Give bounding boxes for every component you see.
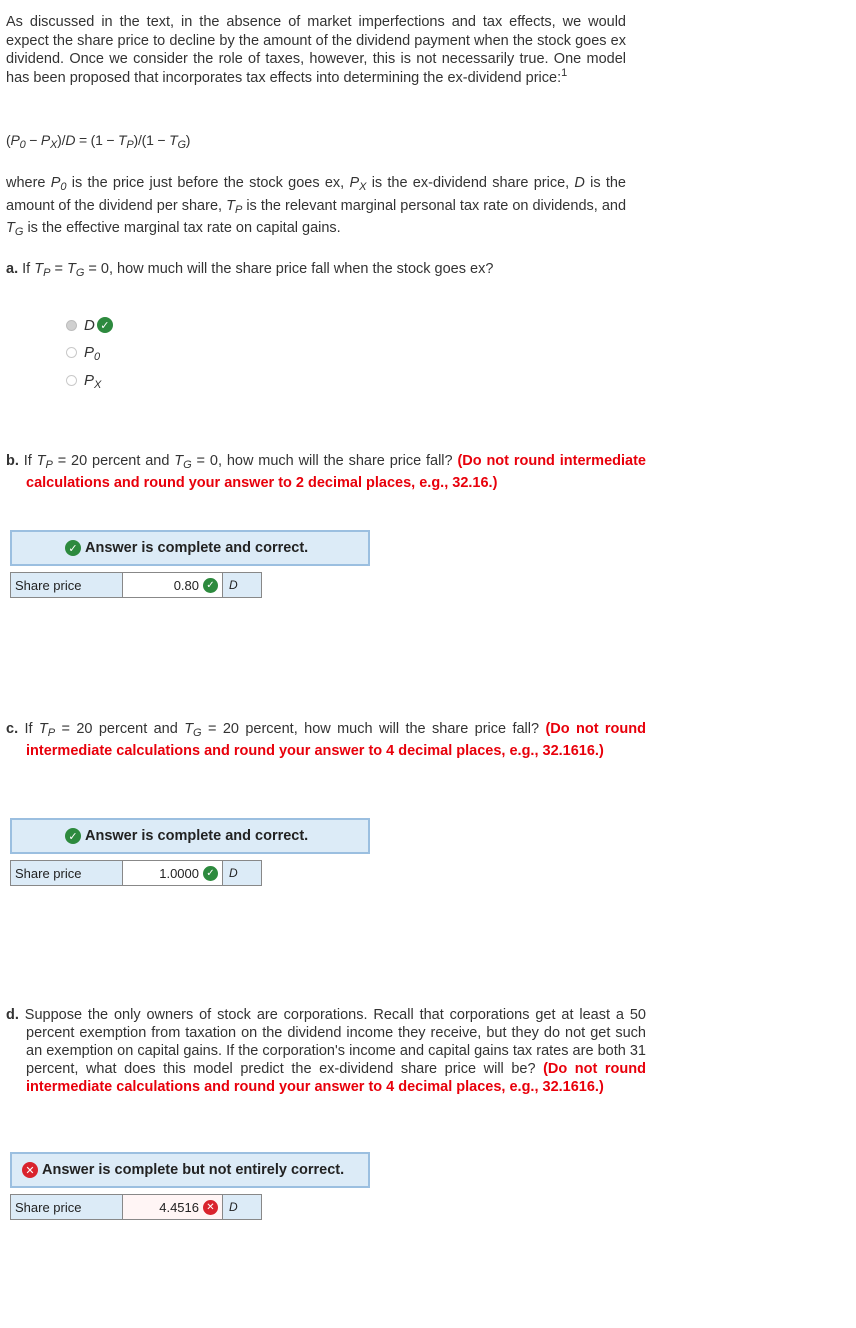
answer-input[interactable]: 4.4516 ✕ bbox=[122, 1194, 222, 1220]
question-b: b. If $T_P = 20$ percent and $T_G = 0$, how much will the share price fall? (Do not round intermediate calculations and round your answer to 2 decimal places, e.g., 32.16.) bbox=[6, 453, 646, 491]
variable-definitions: where $P_0$ is the price just before the stock goes ex, $P_X$ is the ex-dividend share price, D is the amount of the dividend per share, $T_P$ is the relevant marginal personal tax rate on dividends, and $T_G$ is the effective marginal tax rate on capital gains. bbox=[6, 175, 627, 238]
rounding-instruction: (Do not round intermediate calculations and round your answer to 4 decimal places, e.g., 32.1616.) bbox=[26, 1061, 646, 1095]
option-d[interactable] bbox=[66, 312, 113, 338]
answer-unit: D bbox=[222, 1194, 262, 1220]
question-d: d. Suppose the only owners of stock are corporations. Recall that corporations get at least a 50 percent exemption from taxation on the dividend income they receive, but they do not get such an exemption on capital gains. If the corporation's income and capital gains tax rates are both 31 percent, what does this model predict the ex-dividend share price will be? (Do not round intermediate calculations and round your answer to 4 decimal places, e.g., 32.1616.) bbox=[6, 1007, 646, 1095]
answer-status-banner: ✓ Answer is complete and correct. bbox=[10, 818, 370, 854]
incorrect-x-icon: ✕ bbox=[22, 1162, 38, 1178]
question-a: a. If $T_P = T_G = 0$, how much will the share price fall when the stock goes ex? bbox=[6, 261, 494, 279]
question-c: c. If $T_P = 20$ percent and $T_G = 20$ percent, how much will the share price fall? (Do not round intermediate calculations and round your answer to 4 decimal places, e.g., 32.1616.) bbox=[6, 721, 646, 759]
correct-check-icon: ✓ bbox=[65, 828, 81, 844]
correct-check-icon: ✓ bbox=[203, 578, 218, 593]
answer-unit: D bbox=[222, 572, 262, 598]
answer-row-c bbox=[10, 860, 262, 886]
option-px[interactable] bbox=[66, 367, 101, 393]
option-label: D bbox=[84, 316, 95, 334]
incorrect-x-icon: ✕ bbox=[203, 1200, 218, 1215]
intro-paragraph bbox=[6, 13, 626, 87]
footnote-mark[interactable]: 1 bbox=[561, 66, 568, 79]
answer-label: Share price bbox=[10, 860, 122, 886]
correct-check-icon: ✓ bbox=[97, 317, 113, 333]
ex-dividend-formula: $(P_0 - P_X)/D = (1 - T_P)/(1 - T_G)$ bbox=[6, 132, 191, 151]
answer-status-banner: ✕ Answer is complete but not entirely correct. bbox=[10, 1152, 370, 1188]
option-p0[interactable] bbox=[66, 339, 100, 365]
rounding-instruction: (Do not round intermediate calculations and round your answer to 2 decimal places, e.g., 32.16.) bbox=[26, 453, 646, 491]
option-label: $P_0$ bbox=[84, 343, 101, 363]
rounding-instruction: (Do not round intermediate calculations and round your answer to 4 decimal places, e.g., 32.1616.) bbox=[26, 721, 646, 759]
question-a-label: a. bbox=[6, 261, 19, 277]
answer-row-d bbox=[10, 1194, 262, 1220]
answer-label: Share price bbox=[10, 1194, 122, 1220]
answer-label: Share price bbox=[10, 572, 122, 598]
correct-check-icon: ✓ bbox=[203, 866, 218, 881]
radio-button[interactable] bbox=[66, 347, 77, 358]
correct-check-icon: ✓ bbox=[65, 540, 81, 556]
intro-text: As discussed in the text, in the absence of market imperfections and tax effects, we would expect the share price to decline by the amount of the dividend payment when the stock goes ex dividend. Once we consider the role of taxes, however, this is not necessarily true. One model has been proposed that incorporates tax effects into determining the ex-dividend price: bbox=[6, 14, 626, 86]
answer-input[interactable]: 0.80 ✓ bbox=[122, 572, 222, 598]
radio-button-selected[interactable] bbox=[66, 320, 77, 331]
option-label: $P_X$ bbox=[84, 371, 102, 391]
answer-row-b bbox=[10, 572, 262, 598]
answer-input[interactable]: 1.0000 ✓ bbox=[122, 860, 222, 886]
answer-unit: D bbox=[222, 860, 262, 886]
answer-status-banner: ✓ Answer is complete and correct. bbox=[10, 530, 370, 566]
radio-button[interactable] bbox=[66, 375, 77, 386]
